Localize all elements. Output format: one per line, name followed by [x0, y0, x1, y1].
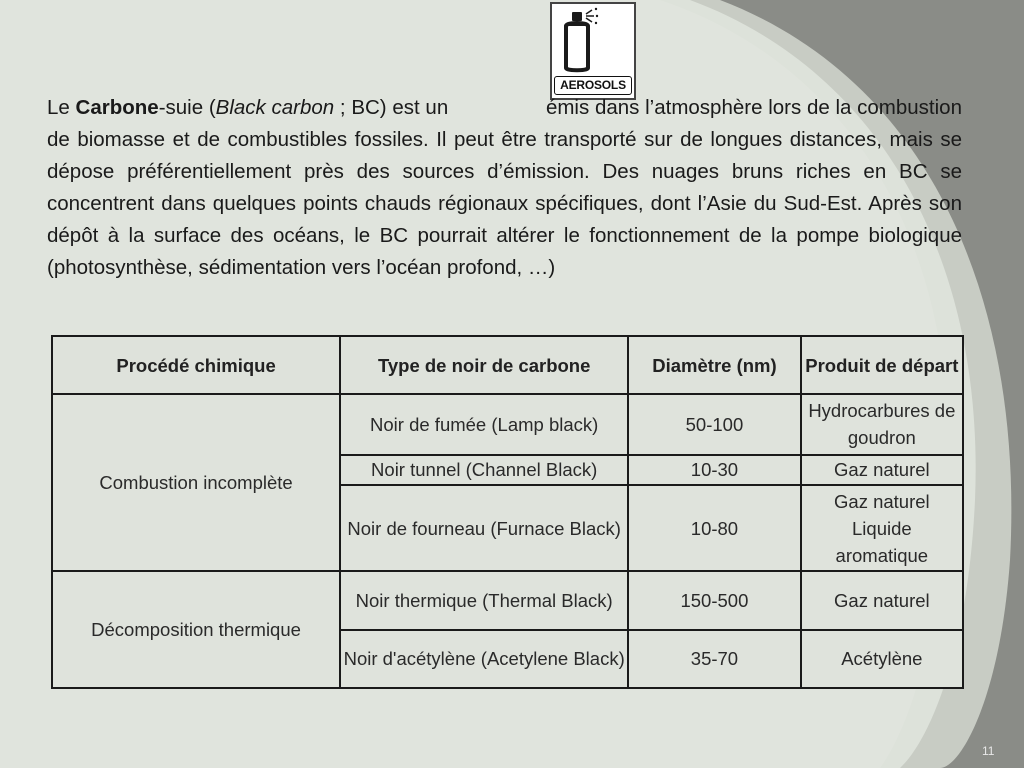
- feedstock-cell: Gaz naturel: [801, 455, 963, 485]
- feedstock-cell: Hydrocarbures de goudron: [801, 394, 963, 454]
- paragraph-segment: ; BC) est un: [334, 96, 454, 119]
- carbon-black-table: [51, 335, 964, 689]
- type-cell: Noir d'acétylène (Acetylene Black): [340, 630, 628, 688]
- header-feedstock: Produit de départ: [801, 336, 963, 394]
- header-process: Procédé chimique: [52, 336, 340, 394]
- type-cell: Noir tunnel (Channel Black): [340, 455, 628, 485]
- paragraph-bold-term: Carbone: [75, 96, 159, 119]
- header-diameter: Diamètre (nm): [628, 336, 800, 394]
- paragraph-segment: émis dans l’atmosphère lors de la combustion de biomasse et de combustibles fossiles. Il peut être transporté sur de longues distances, mais se dépose préférentiellement près des sources d’émission. Des nuages bruns riches en BC se concentrent dans quelques points chauds régionaux spécifiques, dont l’Asie du Sud-Est. Après son dépôt à la surface des océans, le BC pourrait altérer le fonctionnement de la pompe biologique (photosynthèse, sédimentation vers l’océan profond, …): [47, 96, 962, 279]
- diameter-cell: 150-500: [628, 571, 800, 629]
- type-cell: Noir de fourneau (Furnace Black): [340, 485, 628, 571]
- process-cell: Décomposition thermique: [52, 571, 340, 688]
- page-number: 11: [982, 744, 995, 758]
- feedstock-cell: Acétylène: [801, 630, 963, 688]
- diameter-cell: 35-70: [628, 630, 800, 688]
- feedstock-cell: Gaz naturel: [801, 571, 963, 629]
- table-header-row: [52, 336, 963, 394]
- intro-paragraph: [47, 92, 962, 284]
- paragraph-italic-term: Black carbon: [215, 96, 335, 119]
- feedstock-cell: Gaz naturel Liquide aromatique: [801, 485, 963, 571]
- diameter-cell: 50-100: [628, 394, 800, 454]
- paragraph-segment: -suie (: [158, 96, 216, 119]
- header-type: Type de noir de carbone: [340, 336, 628, 394]
- process-cell: Combustion incomplète: [52, 394, 340, 571]
- diameter-cell: 10-80: [628, 485, 800, 571]
- aerosol-sign: [550, 2, 636, 100]
- paragraph-segment: Le: [47, 96, 76, 119]
- table-row: [52, 571, 963, 629]
- type-cell: Noir de fumée (Lamp black): [340, 394, 628, 454]
- table-row: [52, 394, 963, 454]
- type-cell: Noir thermique (Thermal Black): [340, 571, 628, 629]
- aerosol-label: AEROSOLS: [554, 76, 632, 95]
- diameter-cell: 10-30: [628, 455, 800, 485]
